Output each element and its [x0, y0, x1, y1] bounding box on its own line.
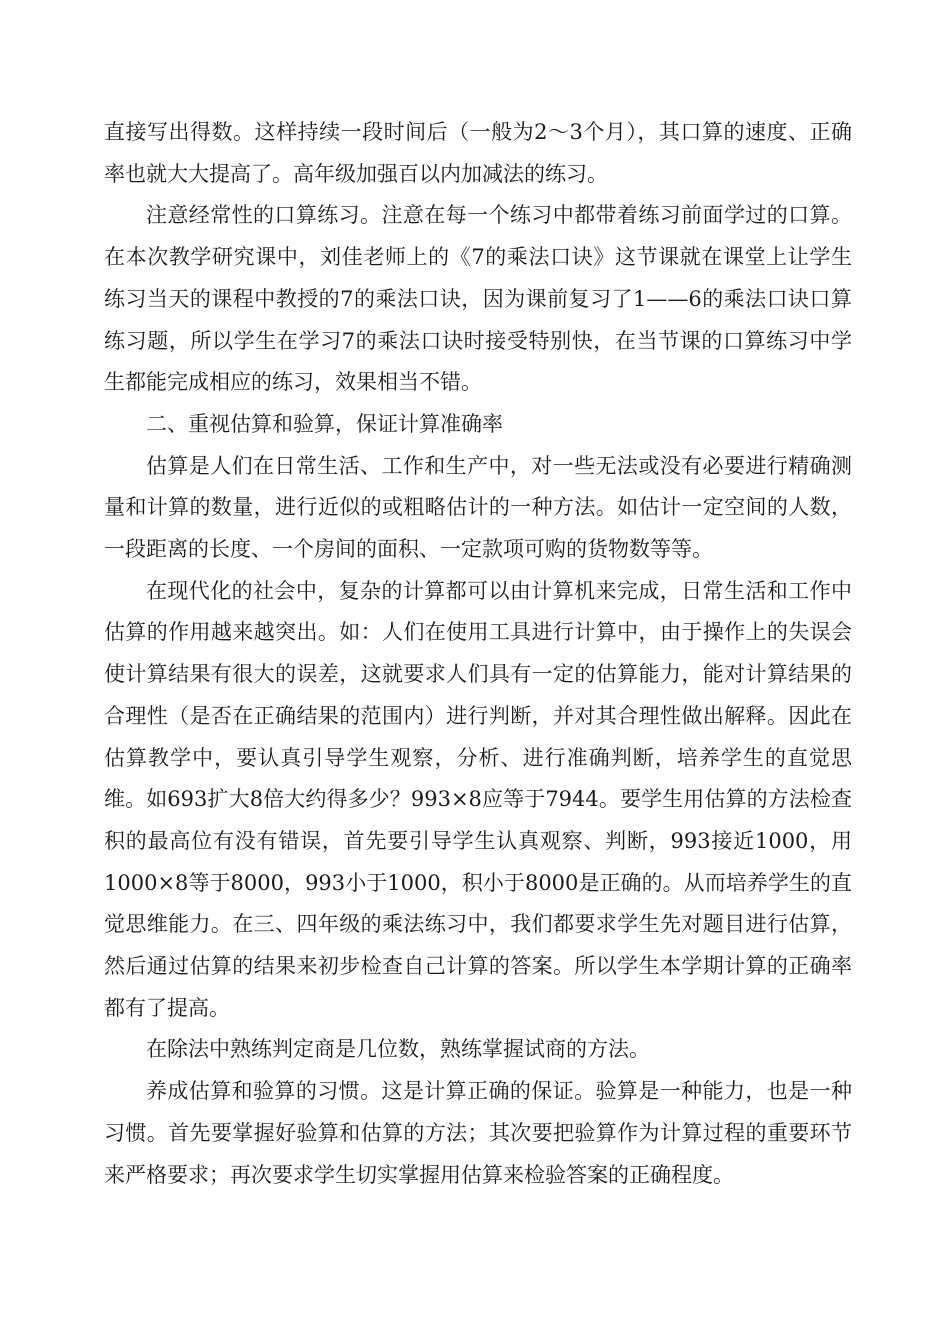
- document-body: [104, 112, 852, 1196]
- paragraph-habits: 养成估算和验算的习惯。这是计算正确的保证。验算是一种能力，也是一种习惯。首先要掌握好验算和估算的方法；其次要把验算作为计算过程的重要环节来严格要求；再次要求学生切实掌握用估算来检验答案的正确程度。: [104, 1079, 852, 1187]
- paragraph-estimation-definition: 估算是人们在日常生活、工作和生产中，对一些无法或没有必要进行精确测量和计算的数量，进行近似的或粗略估计的一种方法。如估计一定空间的人数，一段距离的长度、一个房间的面积、一定款项可购的货物数等等。: [104, 453, 852, 562]
- paragraph-oral-practice: 注意经常性的口算练习。注意在每一个练习中都带着练习前面学过的口算。在本次教学研究课中，刘佳老师上的《7的乘法口诀》这节课就在课堂上让学生练习当天的课程中教授的7的乘法口诀，因为课前复习了1——6的乘法口诀口算练习题，所以学生在学习7的乘法口诀时接受特别快，在当节课的口算练习中学生都能完成相应的练习，效果相当不错。: [104, 203, 852, 395]
- section-heading-estimation: 二、重视估算和验算，保证计算准确率: [146, 411, 503, 436]
- paragraph-continuation: 直接写出得数。这样持续一段时间后（一般为2～3个月），其口算的速度、正确率也就大大提高了。高年级加强百以内加减法的练习。: [104, 120, 852, 186]
- paragraph-division: 在除法中熟练判定商是几位数，熟练掌握试商的方法。: [146, 1037, 650, 1062]
- paragraph-estimation-modern: 在现代化的社会中，复杂的计算都可以由计算机来完成，日常生活和工作中估算的作用越来越突出。如：人们在使用工具进行计算中，由于操作上的失误会使计算结果有很大的误差，这就要求人们具有一定的估算能力，能对计算结果的合理性（是否在正确结果的范围内）进行判断，并对其合理性做出解释。因此在估算教学中，要认真引导学生观察，分析、进行准确判断，培养学生的直觉思维。如693扩大8倍大约得多少？993×8应等于7944。要学生用估算的方法检查积的最高位有没有错误，首先要引导学生认真观察、判断，993接近1000，用1000×8等于8000，993小于1000，积小于8000是正确的。从而培养学生的直觉思维能力。在三、四年级的乘法练习中，我们都要求学生先对题目进行估算，然后通过估算的结果来初步检查自己计算的答案。所以学生本学期计算的正确率都有了提高。: [104, 578, 852, 1020]
